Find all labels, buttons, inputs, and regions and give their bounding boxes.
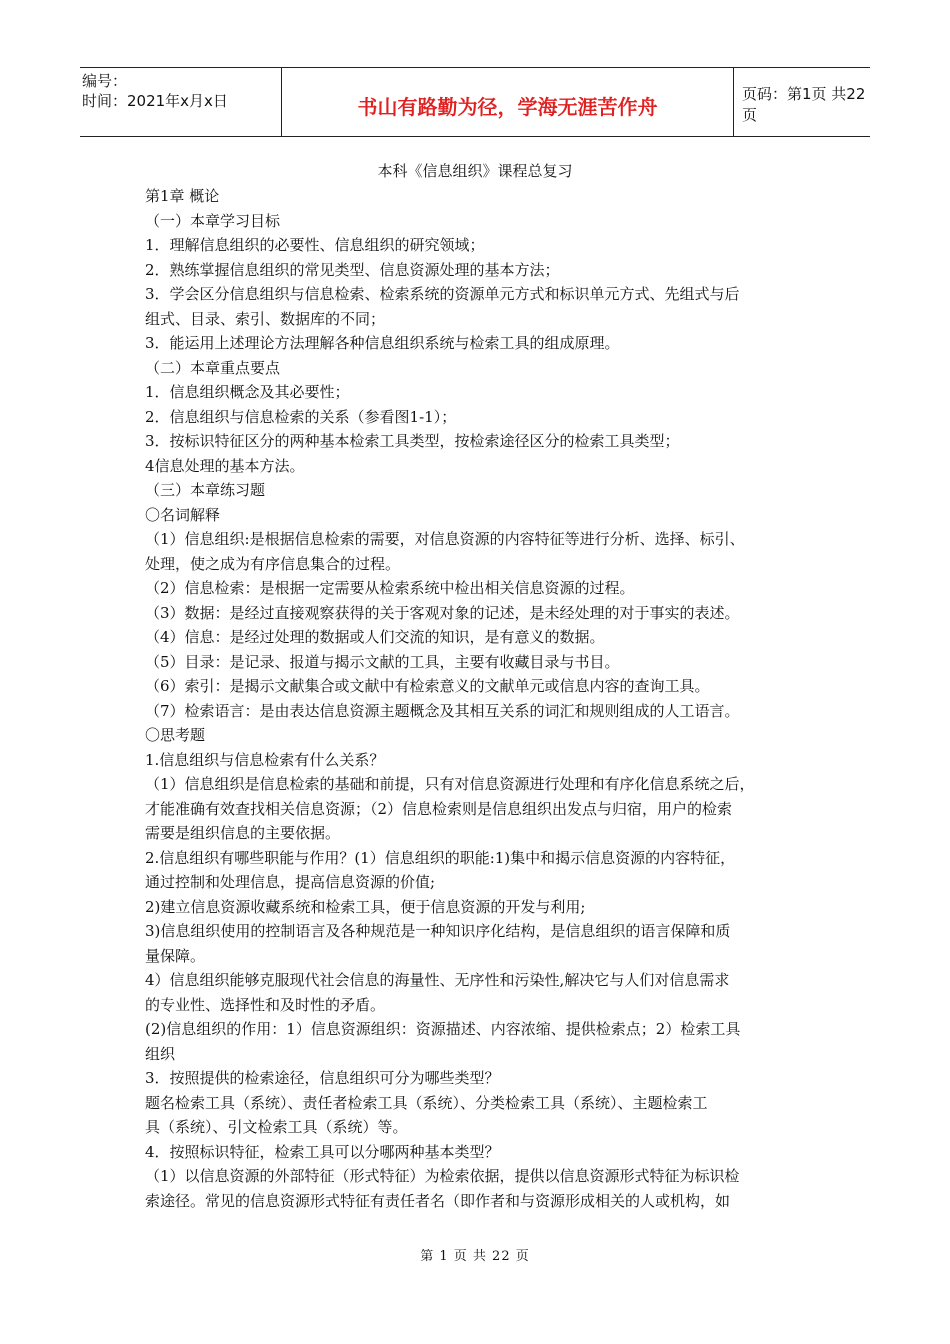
text-line: （7）检索语言：是由表达信息资源主题概念及其相互关系的词汇和规则组成的人工语言。 xyxy=(145,701,740,720)
text-line: （1）信息组织:是根据信息检索的需要，对信息资源的内容特征等进行分析、选择、标引、 xyxy=(145,530,745,548)
text-line: 3)信息组织使用的控制语言及各种规范是一种知识序化结构，是信息组织的语言保障和质 xyxy=(145,922,731,940)
text-line: 1．理解信息组织的必要性、信息组织的研究领域； xyxy=(145,236,485,254)
text-line: 4信息处理的基本方法。 xyxy=(145,456,305,475)
header-page-label: 页码：第1页 共22页 xyxy=(742,85,866,124)
text-line: 才能准确有效查找相关信息资源；（2）信息检索则是信息组织出发点与归宿，用户的检索 xyxy=(145,799,733,818)
text-line: （一）本章学习目标 xyxy=(145,211,281,230)
document-title: 本科《信息组织》课程总复习 xyxy=(377,162,573,180)
text-line: 处理，使之成为有序信息集合的过程。 xyxy=(145,554,401,573)
text-line: 4）信息组织能够克服现代社会信息的海量性、无序性和污染性,解决它与人们对信息需求 xyxy=(145,971,730,989)
text-line: 通过控制和处理信息，提高信息资源的价值; xyxy=(145,873,436,891)
text-line: 的专业性、选择性和及时性的矛盾。 xyxy=(145,995,386,1014)
text-line: (2)信息组织的作用：1）信息资源组织：资源描述、内容浓缩、提供检索点；2）检索工具 xyxy=(145,1020,741,1038)
text-line: （1）信息组织是信息检索的基础和前提，只有对信息资源进行处理和有序化信息系统之后， xyxy=(145,775,755,793)
text-line: 量保障。 xyxy=(145,946,206,965)
text-line: （2）信息检索：是根据一定需要从检索系统中检出相关信息资源的过程。 xyxy=(145,579,635,597)
page-header xyxy=(80,67,870,137)
text-line: （二）本章重点要点 xyxy=(145,358,281,377)
text-line: 1.信息组织与信息检索有什么关系？ xyxy=(145,750,385,769)
text-line: 3．学会区分信息组织与信息检索、检索系统的资源单元方式和标识单元方式、先组式与后 xyxy=(145,285,740,303)
time-label: 时间：2021年x月x日 xyxy=(82,92,228,110)
number-label: 编号： xyxy=(82,72,128,90)
document-body xyxy=(145,184,815,1213)
page-footer: 第 1 页 共 22 页 xyxy=(420,1249,530,1264)
header-meta xyxy=(80,68,282,136)
text-line: （三）本章练习题 xyxy=(145,481,266,499)
text-line: 具（系统）、引文检索工具（系统）等。 xyxy=(145,1118,408,1136)
text-line: 3．按标识特征区分的两种基本检索工具类型，按检索途径区分的检索工具类型； xyxy=(145,432,680,450)
text-line: 〇名词解释 xyxy=(145,505,221,524)
text-line: 题名检索工具（系统）、责任者检索工具（系统）、分类检索工具（系统）、主题检索工 xyxy=(145,1093,708,1112)
text-line: （4）信息：是经过处理的数据或人们交流的知识，是有意义的数据。 xyxy=(145,628,605,646)
text-line: 2)建立信息资源收藏系统和检索工具，便于信息资源的开发与利用; xyxy=(145,897,586,916)
text-line: 2.信息组织有哪些职能与作用？(1）信息组织的职能:1)集中和揭示信息资源的内容特征， xyxy=(145,848,736,867)
text-line: 组织 xyxy=(145,1044,176,1063)
text-line: 2．熟练掌握信息组织的常见类型、信息资源处理的基本方法； xyxy=(145,260,560,279)
text-line: 第1章 概论 xyxy=(145,187,220,205)
text-line: （6）索引：是揭示文献集合或文献中有检索意义的文献单元或信息内容的查询工具。 xyxy=(145,677,710,695)
text-line: 〇思考题 xyxy=(145,726,206,744)
text-line: （3）数据：是经过直接观察获得的关于客观对象的记述，是未经处理的对于事实的表述。 xyxy=(145,603,740,622)
text-line: 索途径。常见的信息资源形式特征有责任者名（即作者和与资源形成相关的人或机构，如 xyxy=(145,1191,731,1210)
header-motto: 书山有路勤为径，学海无涯苦作舟 xyxy=(282,68,734,136)
text-line: （1）以信息资源的外部特征（形式特征）为检索依据，提供以信息资源形式特征为标识检 xyxy=(145,1167,740,1185)
text-line: 3．按照提供的检索途径，信息组织可分为哪些类型？ xyxy=(145,1069,500,1087)
text-line: 2．信息组织与信息检索的关系（参看图1-1）； xyxy=(145,407,457,426)
text-line: （5）目录：是记录、报道与揭示文献的工具，主要有收藏目录与书目。 xyxy=(145,652,620,671)
text-line: 需要是组织信息的主要依据。 xyxy=(145,824,341,842)
text-line: 组式、目录、索引、数据库的不同； xyxy=(145,309,386,328)
text-line: 4．按照标识特征，检索工具可以分哪两种基本类型？ xyxy=(145,1142,500,1161)
text-line: 3．能运用上述理论方法理解各种信息组织系统与检索工具的组成原理。 xyxy=(145,334,620,352)
text-line: 1．信息组织概念及其必要性； xyxy=(145,383,350,401)
